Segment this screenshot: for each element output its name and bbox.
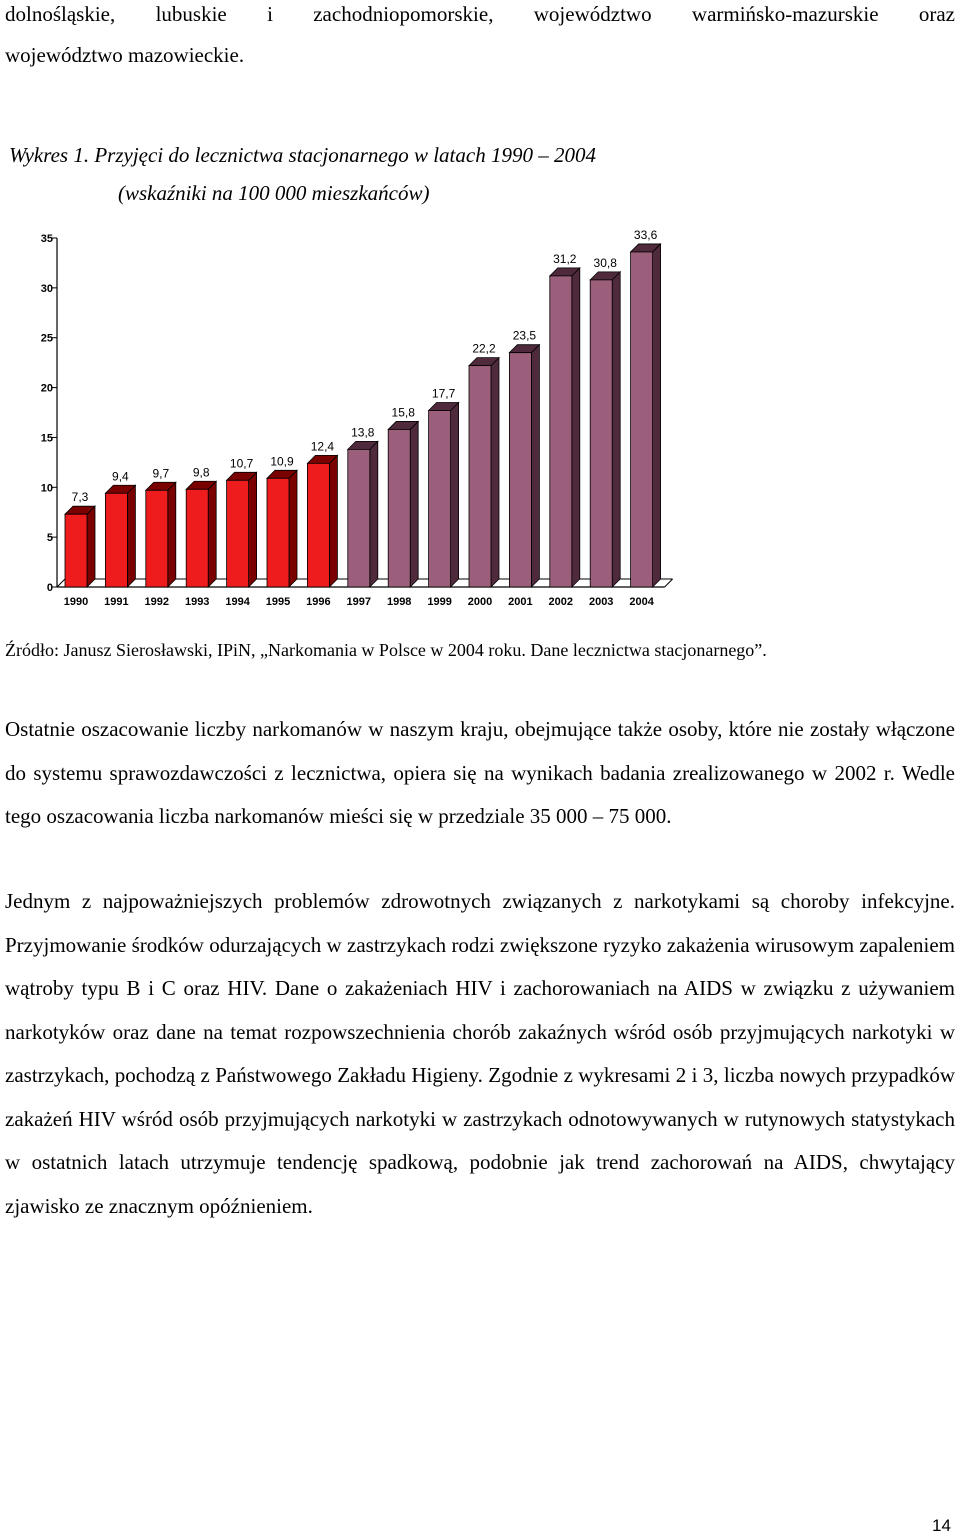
bar-side <box>208 481 216 587</box>
bar-side <box>329 455 337 587</box>
paragraph-1: Ostatnie oszacowanie liczby narkomanów w naszym kraju, obejmujące także osoby, które nie zostały włączone do systemu sprawozdawczości z lecznictwa, opiera się na wynikach badania zrealizowanego w 2002 r. Wedle tego oszacowania liczba narkomanów mieści się w przedziale 35 000 – 75 000. <box>5 717 955 828</box>
x-tick-label-2004: 2004 <box>629 596 654 608</box>
floor-left-edge <box>57 579 65 587</box>
x-tick-label-1999: 1999 <box>427 596 452 608</box>
bar-1991 <box>105 485 135 587</box>
bar-side <box>289 470 297 587</box>
x-tick-label-1990: 1990 <box>63 596 89 608</box>
value-label-1990: 7,3 <box>71 490 89 505</box>
floor-right-edge <box>665 579 673 587</box>
bar-2001 <box>509 345 539 587</box>
bar-side <box>87 506 95 587</box>
bar-1995 <box>267 470 297 587</box>
x-tick-label-1997: 1997 <box>346 596 372 608</box>
y-tick-label: 35 <box>40 233 53 245</box>
value-label-1999: 17,7 <box>431 386 456 401</box>
bar-front <box>429 411 451 587</box>
bar-1996 <box>307 455 337 587</box>
value-label-1996: 12,4 <box>310 439 335 454</box>
x-tick-label-2000: 2000 <box>467 596 493 608</box>
y-axis <box>41 233 57 594</box>
value-label-1993: 9,8 <box>192 465 210 480</box>
bar-side <box>451 403 459 587</box>
chart-title-line-2: (wskaźniki na 100 000 mieszkańców) <box>118 181 430 205</box>
y-tick-label: 10 <box>40 482 53 495</box>
bar-1992 <box>146 482 176 587</box>
value-label-1992: 9,7 <box>152 466 170 481</box>
bar-1990 <box>65 506 95 587</box>
x-tick-label-2003: 2003 <box>588 596 614 608</box>
x-tick-label-1992: 1992 <box>144 596 170 608</box>
bar-2004 <box>631 244 661 587</box>
bar-side <box>168 482 176 587</box>
bar-front <box>469 366 491 587</box>
bar-side <box>491 358 499 587</box>
bar-front <box>65 514 87 587</box>
bar-front <box>590 280 612 587</box>
bar-side <box>612 272 620 587</box>
bar-front <box>186 489 208 587</box>
x-tick-label-1996: 1996 <box>306 596 331 608</box>
bar-front <box>631 252 653 587</box>
bar-front <box>348 449 370 587</box>
bar-1993 <box>186 481 216 587</box>
y-tick-label: 5 <box>46 532 53 545</box>
value-label-1995: 10,9 <box>270 454 294 469</box>
bar-2003 <box>590 272 620 587</box>
value-label-2002: 31,2 <box>553 251 577 266</box>
intro-line-1: dolnośląskie, lubuskie i zachodniopomorskie, województwo warmińsko-mazurskie oraz <box>5 2 955 26</box>
bar-front <box>509 353 531 587</box>
bar-front <box>307 463 329 587</box>
source-note: Źródło: Janusz Sierosławski, IPiN, „Narkomania w Polsce w 2004 roku. Dane lecznictwa stacjonarnego”. <box>5 640 767 660</box>
bar-front <box>388 429 410 587</box>
intro-line-2: województwo mazowieckie. <box>5 43 245 67</box>
bar-2000 <box>469 358 499 587</box>
bar-side <box>370 441 378 587</box>
value-label-2000: 22,2 <box>472 341 496 356</box>
bar-side <box>531 345 539 587</box>
page-number: 14 <box>932 1516 951 1535</box>
bar-side <box>653 244 661 587</box>
value-label-2003: 30,8 <box>593 255 617 270</box>
x-tick-label-2001: 2001 <box>508 596 533 608</box>
bar-side <box>127 485 135 587</box>
bar-chart <box>0 225 700 615</box>
bar-side <box>410 421 418 587</box>
x-tick-label-1994: 1994 <box>225 596 250 608</box>
y-tick-label: 0 <box>46 582 53 594</box>
value-label-2001: 23,5 <box>512 328 537 343</box>
bar-front <box>146 490 168 587</box>
y-tick-label: 30 <box>40 282 53 295</box>
x-tick-label-1995: 1995 <box>265 596 291 608</box>
x-tick-label-2002: 2002 <box>548 596 574 608</box>
bar-front <box>227 480 249 587</box>
value-label-1994: 10,7 <box>229 456 254 471</box>
paragraph-2: Jednym z najpoważniejszych problemów zdrowotnych związanych z narkotykami są choroby infekcyjne. Przyjmowanie środków odurzających w zastrzykach rodzi zwiększone ryzyko zakażenia wirusowym zapaleniem wątroby typu B i C oraz HIV. Dane o zakażeniach HIV i zachorowaniach na AIDS w związku z używaniem narkotyków oraz dane na temat rozpowszechnienia chorób zakaźnych wśród osób przyjmujących narkotyki w zastrzykach, pochodzą z Państwowego Zakładu Higieny. Zgodnie z wykresami 2 i 3, liczba nowych przypadków zakażeń HIV wśród osób przyjmujących narkotyki w zastrzykach odnotowywanych w rutynowych statystykach w ostatnich latach utrzymuje tendencję spadkową, podobnie jak trend zachorowań na AIDS, chwytający zjawisko ze znacznym opóźnieniem. <box>5 889 955 1218</box>
y-tick-label: 25 <box>40 332 53 345</box>
bar-front <box>105 493 127 587</box>
bar-2002 <box>550 268 580 587</box>
x-axis-labels <box>64 596 655 608</box>
value-label-1997: 13,8 <box>351 425 375 440</box>
value-label-1991: 9,4 <box>112 469 129 484</box>
chart-title-line-1: Wykres 1. Przyjęci do lecznictwa stacjonarnego w latach 1990 – 2004 <box>9 143 596 167</box>
bars <box>65 244 661 587</box>
bar-1999 <box>429 403 459 587</box>
bar-side <box>572 268 580 587</box>
y-tick-label: 15 <box>40 432 53 445</box>
x-tick-label-1991: 1991 <box>104 596 129 608</box>
bar-front <box>550 276 572 587</box>
value-label-2004: 33,6 <box>633 227 658 242</box>
x-tick-label-1998: 1998 <box>386 596 412 608</box>
bar-1998 <box>388 421 418 587</box>
bar-side <box>249 472 257 587</box>
y-tick-label: 20 <box>40 382 53 395</box>
bar-1994 <box>227 472 257 587</box>
bar-1997 <box>348 441 378 587</box>
bar-front <box>267 478 289 587</box>
value-label-1998: 15,8 <box>391 405 415 420</box>
x-tick-label-1993: 1993 <box>184 596 210 608</box>
